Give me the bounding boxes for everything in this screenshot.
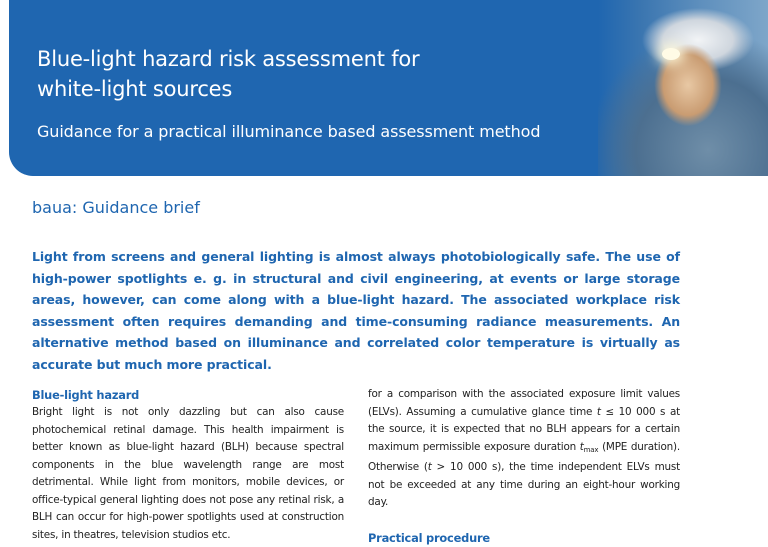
blue-light-hazard-text: Bright light is not only dazzling but can also cause photochemical retinal damage. This health impairment is better known as blue-light hazard (BLH) because spectral components in the blue wavelength range are most detrimental. While light from monitors, mobile devices, or office-typical general lighting does not pose any retinal risk, a BLH can occur for high-power spotlights used at construction sites, in theatres, television studios etc. bbox=[32, 406, 344, 541]
lead-paragraph: Light from screens and general lighting is almost always photobiologically safe. The use of high-power spotlights e. g. in structural and civil engineering, at events or large storage areas, however, can come along with a blue-light hazard. The associated workplace risk assessment often requires demanding and time-consuming radiance measurements. An alternative method based on illuminance and correlated color temperature is virtually as accurate but much more practical. bbox=[32, 249, 680, 372]
right-column bbox=[368, 386, 680, 547]
section-heading-blue-light-hazard: Blue-light hazard bbox=[32, 388, 140, 402]
exposure-limit-text: for a comparison with the associated exposure limit values (ELVs). Assuming a cumulative glance time t ≤ 10 000 s at the source, it is expected that no BLH appears for a certain maximum permissible exposure duration $t_{max}$ (MPE duration). Otherwise (t > 10 000 s), the time independent ELVs must not be exceeded at any time during an eight-hour working day. bbox=[368, 388, 680, 508]
title-line-1: Blue-light hazard risk assessment for bbox=[37, 47, 420, 71]
document-title bbox=[37, 44, 419, 104]
worker-photo bbox=[598, 0, 768, 176]
title-line-2: white-light sources bbox=[37, 77, 233, 101]
guidance-brief-label: baua: Guidance brief bbox=[32, 198, 200, 217]
left-column bbox=[32, 386, 344, 544]
document-subtitle: Guidance for a practical illuminance based assessment method bbox=[37, 122, 541, 141]
header-banner bbox=[9, 0, 768, 176]
section-heading-practical-procedure: Practical procedure bbox=[368, 530, 490, 545]
headlamp-glow bbox=[662, 48, 680, 60]
